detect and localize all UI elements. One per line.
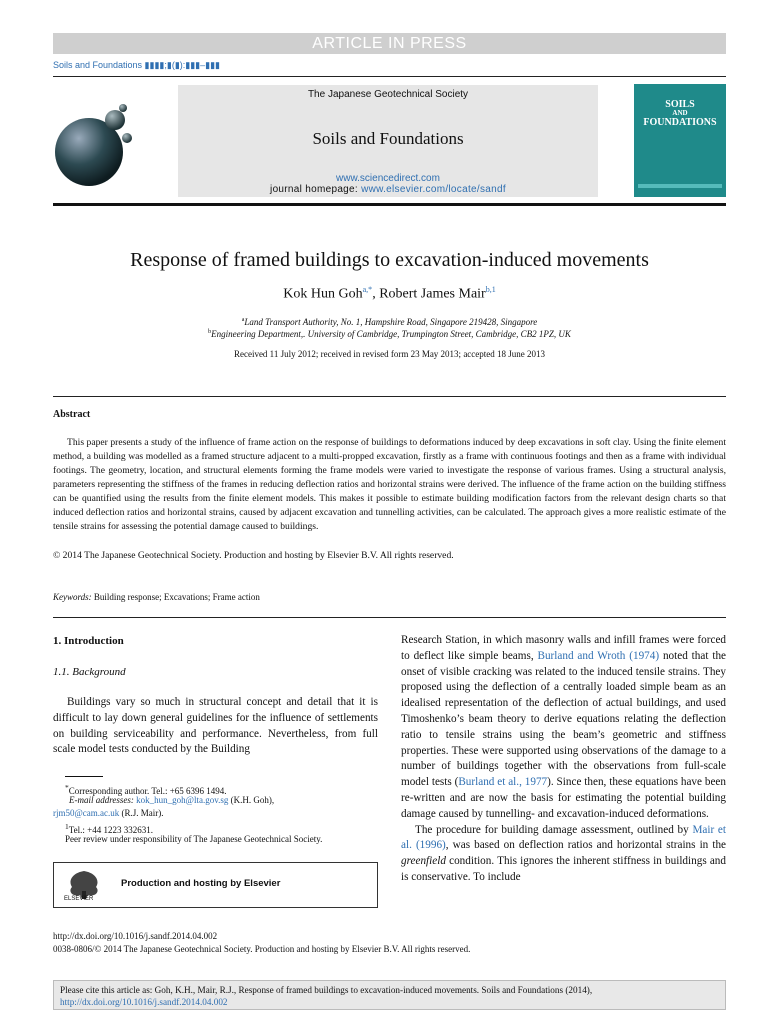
cover-decoration <box>638 184 722 188</box>
affil-mark: b <box>208 329 212 335</box>
keywords <box>53 592 260 602</box>
cover-title-line: FOUNDATIONS <box>643 117 717 128</box>
body-text: condition. This ignores the inherent stiffness in buildings and is conservative. To include <box>401 855 726 883</box>
cite-box <box>53 980 726 1010</box>
footnote-text: Corresponding author. Tel.: +65 6396 1494. <box>68 786 227 796</box>
citation-link[interactable]: Mair et al. (1996) <box>401 823 727 852</box>
abstract-text: This paper presents a study of the influence of frame action on the response of buildings to deformations induced by deep excavations in soft clay. Using the finite element method, a building was modelled as a framed structure adjacent to a multi-propped excavation, firstly as a frame with continuous footings and then as a frame with individual footings. The geometry, location, and structural elements forming the frame models were varied to investigate the response of various frames. Using a structural analysis, parameters representing the stiffness of the frames in reducing deflection ratios and horizontal strains were derived. The influence of the frame action on the building stiffness can be quantified using the results from the finite element models. This makes it possible to estimate building modification factors from the relevant design charts so that induced deflection ratios and horizontal strains, caused by adjacent excavation and tunnelling activities, can be calculated. The approach gives a more realistic estimate of the tensile strains for assessing the potential damage caused to buildings. <box>53 437 726 532</box>
elsevier-logo-label: ELSEVIER <box>64 896 94 902</box>
abstract-top-rule <box>53 396 726 397</box>
footnote-email <box>53 794 394 807</box>
elsevier-box <box>53 862 378 908</box>
affil-text: Land Transport Authority, No. 1, Hampshire Road, Singapore 219428, Singapore <box>244 317 538 327</box>
subsection-heading: 1.1. Background <box>53 666 126 678</box>
author-name: Kok Hun Goh <box>283 286 363 302</box>
header-bottom-rule <box>53 203 726 206</box>
email-owner: (R.J. Mair). <box>119 808 164 818</box>
cover-title <box>634 100 726 127</box>
section-heading: 1. Introduction <box>53 635 124 647</box>
received-dates: Received 11 July 2012; received in revised form 23 May 2013; accepted 18 June 2013 <box>233 349 546 359</box>
affiliation-b <box>53 329 726 339</box>
footnote-mark: * <box>65 783 69 792</box>
homepage-link[interactable]: www.elsevier.com/locate/sandf <box>361 184 506 195</box>
elsevier-text: Production and hosting by Elsevier <box>121 878 281 889</box>
body-text: ). Since then, these equations have been re-written and are now the basis for estimating the potential building damage caused by tunnelling- and excavation-induced deformations. <box>401 776 726 820</box>
journal-homepage <box>178 184 598 195</box>
header-top-rule <box>53 76 726 77</box>
footnote-mark: 1 <box>65 822 69 831</box>
homepage-label: journal homepage: <box>270 184 362 195</box>
body-paragraph <box>401 823 726 886</box>
affiliation-a <box>53 317 726 327</box>
email-link[interactable]: kok_hun_goh@lta.gov.sg <box>136 795 229 805</box>
body-column-2 <box>401 633 726 886</box>
society-name: The Japanese Geotechnical Society <box>307 89 469 100</box>
footnote-peer-review: Peer review under responsibility of The Japanese Geotechnical Society. <box>65 834 323 844</box>
article-in-press-banner: ARTICLE IN PRESS <box>53 33 726 54</box>
email-owner: (K.H. Goh), <box>228 795 275 805</box>
keywords-list: Building response; Excavations; Frame action <box>91 592 260 602</box>
cite-text: Please cite this article as: Goh, K.H., Mair, R.J., Response of framed buildings to excavation-induced movements. Soils and Foundations (2014), <box>60 985 593 995</box>
cover-title-line: AND <box>672 109 688 117</box>
citation-link[interactable]: Burland et al., 1977 <box>458 776 548 789</box>
doi-block <box>53 930 470 956</box>
body-top-rule <box>53 617 726 618</box>
email-label: E-mail addresses: <box>69 795 134 805</box>
journal-header-box <box>178 85 598 197</box>
journal-reference[interactable]: Soils and Foundations ▮▮▮▮;▮(▮):▮▮▮–▮▮▮ <box>53 60 220 70</box>
author-list <box>53 285 726 303</box>
author-separator: , <box>372 286 380 302</box>
footnote-rule <box>65 776 103 777</box>
abstract-heading: Abstract <box>53 409 91 420</box>
article-title: Response of framed buildings to excavation-induced movements <box>130 249 649 271</box>
body-text: , was based on deflection ratios and horizontal strains in the <box>445 839 727 852</box>
cite-doi-link[interactable]: http://dx.doi.org/10.1016/j.sandf.2014.04.002 <box>60 997 228 1007</box>
footnote-email-2 <box>53 807 378 820</box>
body-column-1: Buildings vary so much in structural concept and detail that it is difficult to lay down general guidelines for the influence of settlements on building serviceability and performance. Nevertheless, from full scale model tests conducted by the Building <box>53 696 378 756</box>
body-text: noted that the onset of visible cracking was related to the induced tensile strains. They proposed using the deflection of a centrally loaded simple beam as an idealised representation of the deflection of actual buildings, and used Timoshenko’s beam theory to derive equations relating the deflection ratio to tensile strains using the beam’s geometric and stiffness properties. These were supported using observations of the damage to a number of buildings together with the observations from full-scale model tests ( <box>401 649 726 789</box>
doi-url[interactable]: http://dx.doi.org/10.1016/j.sandf.2014.04.002 <box>53 931 218 941</box>
journal-name: Soils and Foundations <box>312 129 464 148</box>
body-text: Research Station, in which masonry walls and infill frames were forced to deflect like simple beams, <box>401 634 726 662</box>
affil-text: Engineering Department,. University of Cambridge, Trumpington Street, Cambridge, CB2 1PZ, UK <box>211 329 571 339</box>
issn-line: 0038-0806/© 2014 The Japanese Geotechnical Society. Production and hosting by Elsevier B.V. All rights reserved. <box>53 944 471 954</box>
body-text: The procedure for building damage assessment, outlined by <box>415 823 693 836</box>
author-affil-mark[interactable]: a,* <box>362 285 373 294</box>
society-logo-icon <box>53 100 133 190</box>
cover-title-line: SOILS <box>665 99 695 110</box>
body-emphasis: greenfield <box>401 855 446 868</box>
affil-mark: a <box>241 317 245 323</box>
footnote-text: Tel.: +44 1223 332631. <box>68 825 153 835</box>
author-name: Robert James Mair <box>379 286 486 302</box>
author-affil-mark[interactable]: b,1 <box>485 285 496 294</box>
abstract-copyright: © 2014 The Japanese Geotechnical Society. Production and hosting by Elsevier B.V. All rights reserved. <box>53 550 454 561</box>
journal-cover <box>634 84 726 197</box>
email-link[interactable]: rjm50@cam.ac.uk <box>53 808 120 818</box>
keywords-label: Keywords: <box>53 592 92 602</box>
citation-link[interactable]: Burland and Wroth (1974) <box>537 649 660 662</box>
sciencedirect-link[interactable]: www.sciencedirect.com <box>336 173 440 184</box>
